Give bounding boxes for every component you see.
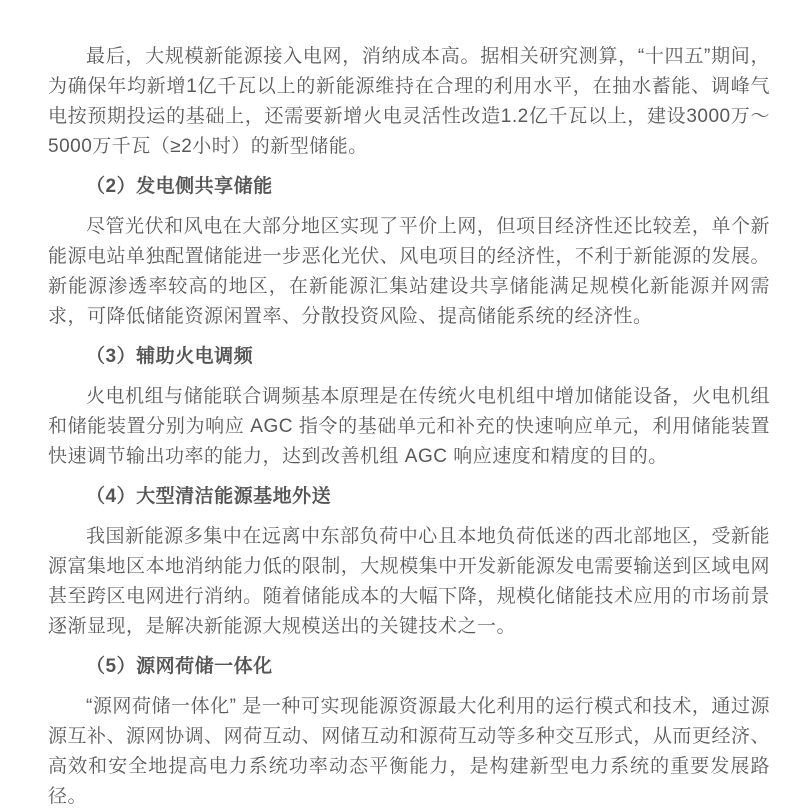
section-heading-5-source-grid-load-storage: （5）源网荷储一体化 [86,656,273,677]
paragraph-shared-storage: 尽管光伏和风电在大部分地区实现了平价上网，但项目经济性还比较差，单个新能源电站单独配置储能进一步恶化光伏、风电项目的经济性，不利于新能源的发展。新能源渗透率较高的地区，在新能源汇集站建设共享储能满足规模化新能源并网需求，可降低储能资源闲置率、分散投资风险、提高储能系统的经济性。 [48,216,770,327]
section-heading-2-shared-storage: （2）发电侧共享储能 [86,176,273,197]
paragraph-thermal-frequency: 火电机组与储能联合调频基本原理是在传统火电机组中增加储能设备，火电机组和储能装置分别为响应 AGC 指令的基础单元和补充的快速响应单元，利用储能装置快速调节输出功率的能力，达到改善机组 AGC 响应速度和精度的目的。 [48,386,770,467]
section-heading-3-thermal-frequency: （3）辅助火电调频 [86,346,254,367]
section-heading-4-clean-energy-base: （4）大型清洁能源基地外送 [86,486,332,507]
paragraph-source-grid-load-storage: “源网荷储一体化” 是一种可实现能源资源最大化利用的运行模式和技术，通过源源互补、源网协调、网荷互动、网储互动和源荷互动等多种交互形式，从而更经济、高效和安全地提高电力系统功率动态平衡能力，是构建新型电力系统的重要发展路径。 [48,696,770,807]
paragraph-grid-consumption-cost: 最后，大规模新能源接入电网，消纳成本高。据相关研究测算，“十四五”期间，为确保年均新增1亿千瓦以上的新能源维持在合理的利用水平，在抽水蓄能、调峰气电按预期投运的基础上，还需要新增火电灵活性改造1.2亿千瓦以上，建设3000万～5000万千瓦（≥2小时）的新型储能。 [48,46,770,157]
paragraph-clean-energy-base: 我国新能源多集中在远离中东部负荷中心且本地负荷低迷的西北部地区，受新能源富集地区本地消纳能力低的限制，大规模集中开发新能源发电需要输送到区域电网甚至跨区电网进行消纳。随着储能成本的大幅下降，规模化储能技术应用的市场前景逐渐显现，是解决新能源大规模送出的关键技术之一。 [48,526,770,637]
